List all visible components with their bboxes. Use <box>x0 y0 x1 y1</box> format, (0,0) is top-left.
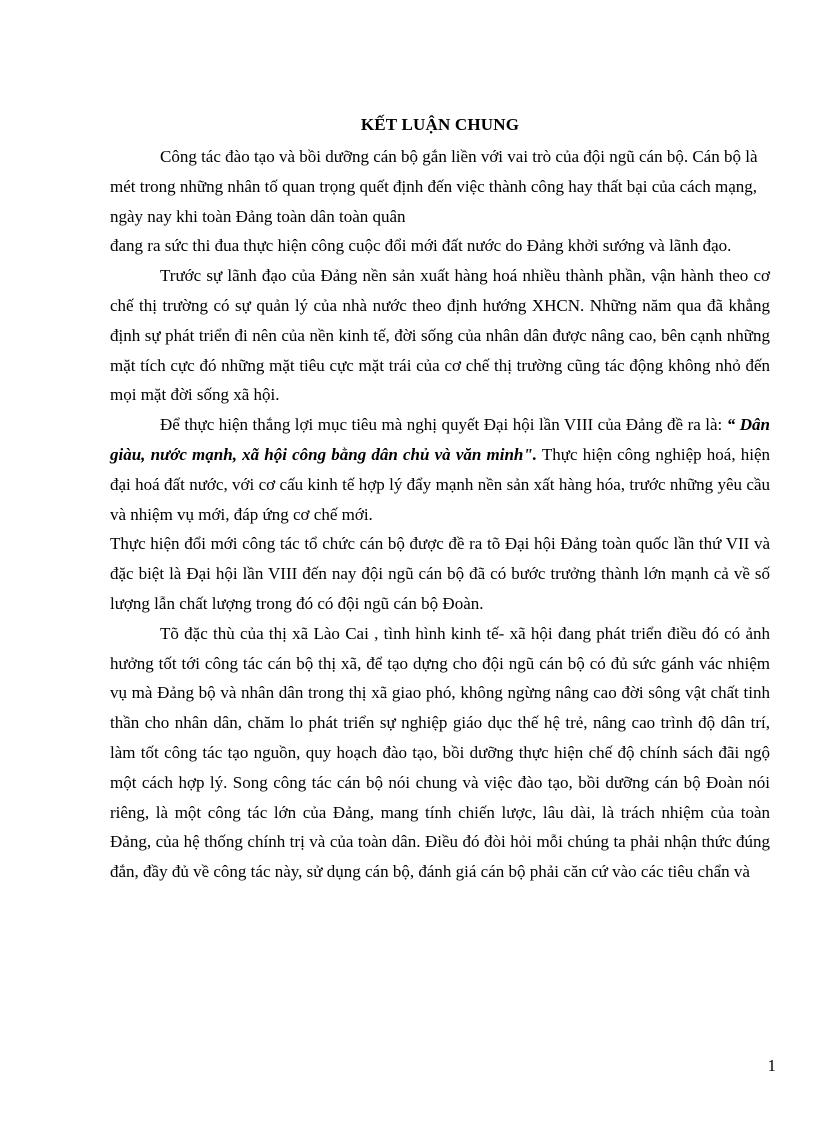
document-title: KẾT LUẬN CHUNG <box>360 115 520 134</box>
paragraph-6: Tõ đặc thù của thị xã Lào Cai , tình hình kinh tế- xã hội đang phát triển điều đó có ảnh hưởng tốt tới công tác cán bộ thị xã, để tạo dựng cho đội ngũ cán bộ có đủ sức gánh vác nhiệm vụ mà Đảng bộ và nhân dân trong thị xã giao phó, không ngừng nâng cao đời sông vật chất tinh thần cho nhân dân, chăm lo phát triển sự nghiệp giáo dục thế hệ trẻ, nâng cao trình độ dân trí, làm tốt công tác tạo nguồn, quy hoạch đào tạo, bồi dưỡng thực hiện chế độ chính sách đãi ngộ một cách hợp lý. Song công tác cán bộ nói chung và việc đào tạo, bồi dưỡng cán bộ Đoàn nói riêng, là một công tác lớn của Đảng, mang tính chiến lược, lâu dài, là trách nhiệm của toàn Đảng, của hệ thống chính trị và của toàn dân. Điều đó đòi hỏi mỗi chúng ta phải nhận thức đúng đắn, đầy đủ về công tác này, sử dụng cán bộ, đánh giá cán bộ phải căn cứ vào các tiêu chẩn và <box>110 623 770 882</box>
paragraph-4-intro: Để thực hiện thắng lợi mục tiêu mà nghị quyết Đại hội lần VIII của Đảng đề ra là: <box>160 415 727 435</box>
paragraph-4-continuation: Thực hiện công nghiệp hoá, hiện đại hoá đất nước, với cơ cấu kinh tế hợp lý đẩy mạnh nền sản xất hàng hóa, trước những yêu cầu và nhiệm vụ mới, đáp ứng cơ chế mới. <box>110 444 771 524</box>
paragraph-4 <box>110 410 770 529</box>
slogan-quote: “ Dân giàu, nước mạnh, xã hội công bằng dân chủ và văn minh". <box>110 415 771 464</box>
paragraph-2: đang ra sức thi đua thực hiện công cuộc đổi mới đất nước do Đảng khởi sướng và lãnh đạo. <box>110 236 732 256</box>
document-page <box>110 112 770 887</box>
paragraph-3: Trước sự lãnh đạo của Đảng nền sản xuất hàng hoá nhiều thành phần, vận hành theo cơ chế thị trường có sự quản lý của nhà nước theo định hướng XHCN. Những năm qua đã khẳng định sự phát triển đi nên của nền kinh tế, đời sống của nhân dân được nâng cao, bên cạnh những mặt tích cực đó những mặt tiêu cực mặt trái của cơ chế thị trường cũng tác động không nhỏ đến mọi mặt đời sống xã hội. <box>110 266 770 405</box>
paragraph-1: Công tác đào tạo và bồi dưỡng cán bộ gắn liền với vai trò của đội ngũ cán bộ. Cán bộ là mét trong những nhân tố quan trọng quết định đến việc thành công hay thất bại của cách mạng, ngày nay khi toàn Đảng toàn dân toàn quân <box>110 147 758 226</box>
paragraph-5: Thực hiện đổi mới công tác tổ chức cán bộ được đề ra tõ Đại hội Đảng toàn quốc lần thứ VII và đặc biệt là Đại hội lần VIII đến nay đội ngũ cán bộ đã có bước trưởng thành lớn mạnh cả về số lượng lẫn chất lượng trong đó có đội ngũ cán bộ Đoàn. <box>110 534 770 613</box>
page-number: 1 <box>767 1056 776 1075</box>
